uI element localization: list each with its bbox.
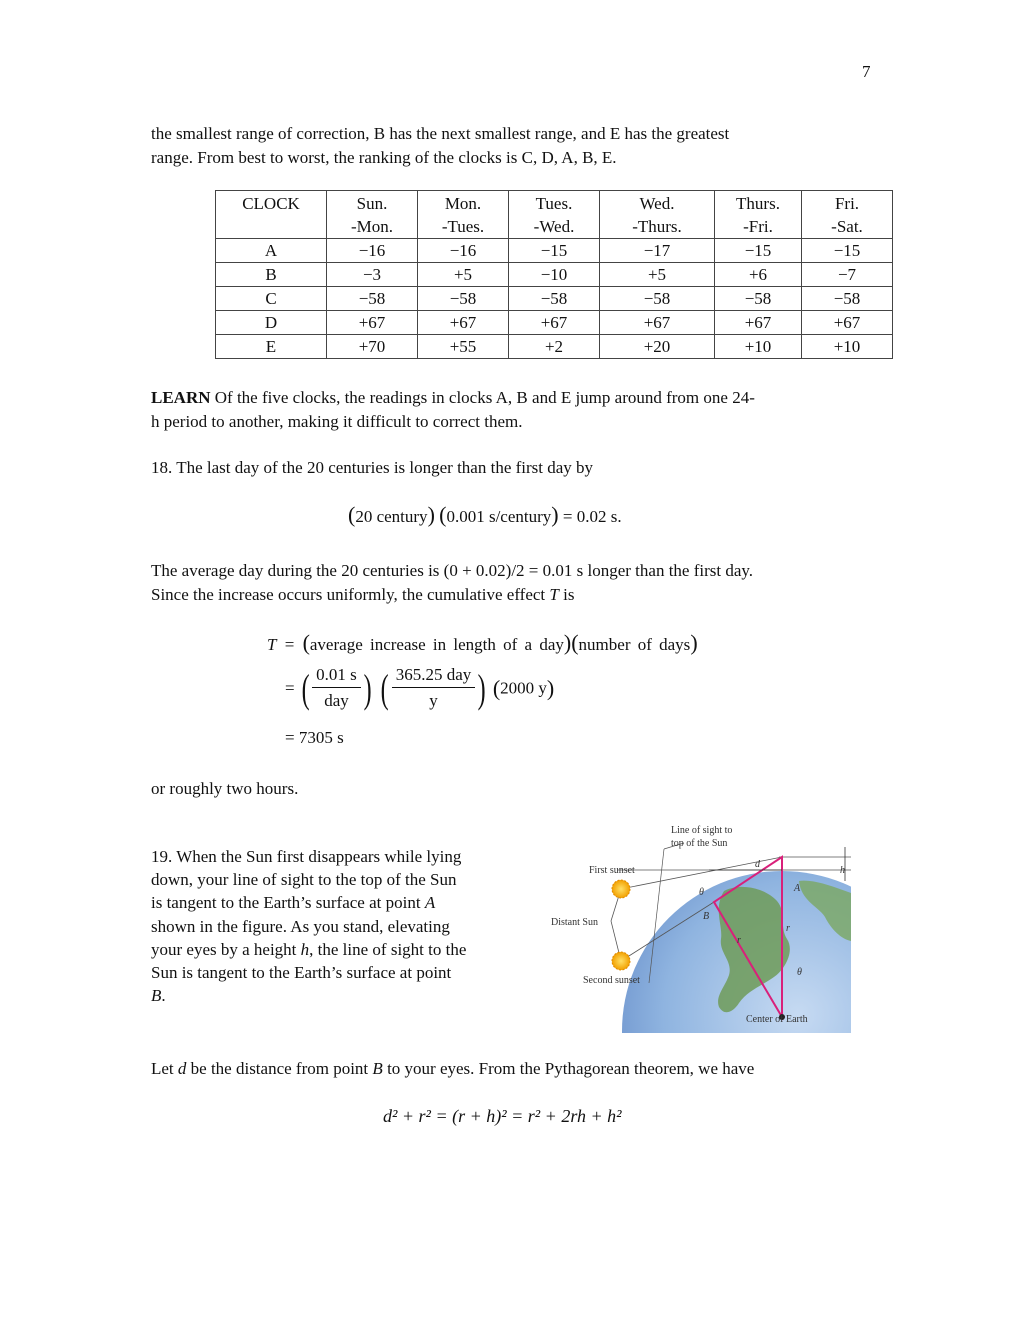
table-row (216, 335, 893, 359)
label-A: A (794, 883, 801, 894)
p19-line-5-b: , the line of sight to the (309, 939, 467, 959)
table-header-line: -Fri. (743, 217, 773, 236)
p19-line-3-text: is tangent to the Earth’s surface at point (151, 893, 425, 913)
intro-line-2: range. From best to worst, the ranking of the clocks is C, D, A, B, E. (151, 147, 617, 167)
table-header-cell (802, 191, 893, 239)
label-center-of-earth: Center of Earth (746, 1014, 808, 1025)
table-header-line: Fri. (834, 194, 860, 213)
table-cell: +10 (802, 335, 893, 359)
equation-T-line-2: = ( $\frac{0.01 s}{\text{day}}$ ) ( $\frac{\text{365.25 day}}{y}$ ) (2000 y) (285, 663, 554, 714)
table-header-cell (216, 191, 327, 239)
table-cell: +10 (715, 335, 802, 359)
table-header-line: Thurs. (736, 194, 780, 213)
p19-line-5-a: your eyes by a height (151, 939, 301, 959)
table-header-line: Wed. (639, 194, 675, 213)
table-header-line: Tues. (535, 194, 573, 213)
table-cell: −16 (418, 239, 509, 263)
table-header-line: CLOCK (242, 194, 300, 213)
intro-line-1: the smallest range of correction, B has the next smallest range, and E has the greatest (151, 124, 730, 143)
var-B: B (372, 1059, 383, 1078)
p19-line-5 (151, 938, 525, 961)
label-line-of-sight-2: top of the Sun (671, 838, 728, 849)
table-header-line: -Wed. (533, 217, 575, 236)
table-cell: +55 (418, 335, 509, 359)
table-row (216, 239, 893, 263)
p19-line-6: Sun is tangent to the Earth’s surface at point (151, 963, 452, 983)
eqT-lhs: T (267, 635, 277, 654)
table-cell: +2 (509, 335, 600, 359)
p19-line-2: down, your line of sight to the top of the Sun (151, 870, 457, 890)
label-theta-top: θ (699, 887, 704, 898)
table-cell: −15 (802, 239, 893, 263)
label-first-sunset: First sunset (589, 865, 635, 876)
learn-line-1: Of the five clocks, the readings in clocks A, B and E jump around from one 24- (210, 388, 755, 407)
let-d-paragraph (151, 1057, 873, 1081)
table-cell: −15 (715, 239, 802, 263)
eqT-equals: = (284, 635, 295, 654)
var-T: T (549, 584, 559, 604)
second-sunset-sun (612, 952, 630, 970)
table-cell: +67 (418, 311, 509, 335)
eqT-numerator-1: 0.01 s (312, 663, 361, 688)
var-d: d (177, 1059, 187, 1078)
equation-18: (20 century) (0.001 s/century) = 0.02 s. (348, 502, 622, 527)
p19-line-7 (151, 984, 525, 1007)
table-row (216, 263, 893, 287)
eq18-century: 20 century (355, 507, 428, 526)
label-h: h (840, 865, 845, 876)
label-d: d (755, 859, 760, 870)
table-header-line (224, 215, 318, 238)
eqT-denominator-1: day (324, 691, 349, 710)
table-cell: +67 (327, 311, 418, 335)
table-cell: +20 (600, 335, 715, 359)
eqT-fraction-2 (392, 663, 476, 714)
table-cell: +6 (715, 263, 802, 287)
first-sunset-sun (612, 880, 630, 898)
table-row (216, 311, 893, 335)
clock-label-cell: A (216, 239, 327, 263)
table-header-cell (509, 191, 600, 239)
label-theta-bottom: θ (797, 967, 802, 978)
table-header-line: -Thurs. (632, 217, 682, 236)
table-cell: −10 (509, 263, 600, 287)
table-cell: −58 (509, 287, 600, 311)
learn-paragraph (151, 386, 873, 433)
clock-label-cell: D (216, 311, 327, 335)
table-cell: −58 (715, 287, 802, 311)
label-line-of-sight-1: Line of sight to (671, 825, 733, 836)
table-cell: −3 (327, 263, 418, 287)
avg-line-2-pre: Since the increase occurs uniformly, the cumulative effect (151, 584, 550, 604)
point-A: A (424, 893, 436, 913)
table-header-line: -Sat. (831, 217, 863, 236)
eqT-factor-1: average increase in length of a day (309, 635, 564, 654)
p19-line-3 (151, 891, 525, 914)
table-cell: −7 (802, 263, 893, 287)
page-number: 7 (862, 62, 871, 81)
roughly-two-hours: or roughly two hours. (151, 779, 299, 798)
eqT-factor-2: number of days (578, 635, 691, 654)
sunset-figure (549, 821, 851, 1033)
table-header-line: Sun. (356, 194, 388, 213)
eqT-numerator-2: 365.25 day (392, 663, 476, 688)
let-b: be the distance from point (186, 1059, 373, 1078)
table-header-line: Mon. (444, 194, 482, 213)
table-header-line: -Tues. (441, 217, 485, 236)
table-cell: +67 (600, 311, 715, 335)
learn-label: LEARN (151, 388, 211, 407)
p19-line-7-dot: . (161, 986, 166, 1006)
eqT-equals-2: = (285, 678, 295, 698)
label-B: B (703, 911, 710, 922)
table-cell: +5 (600, 263, 715, 287)
intro-paragraph (151, 122, 873, 169)
table-header-row (216, 191, 893, 239)
label-second-sunset: Second sunset (583, 975, 640, 986)
clock-label-cell: B (216, 263, 327, 287)
table-row (216, 287, 893, 311)
let-c: to your eyes. From the Pythagorean theorem, we have (382, 1059, 755, 1078)
clock-label-cell: C (216, 287, 327, 311)
label-distant-sun: Distant Sun (551, 917, 598, 928)
table-header-cell (327, 191, 418, 239)
table-cell: −58 (600, 287, 715, 311)
table-header-line: -Mon. (350, 217, 394, 236)
pythagorean-equation: d² + r² = (r + h)² = r² + 2rh + h² (383, 1106, 622, 1126)
table-cell: +67 (802, 311, 893, 335)
table-cell: −58 (327, 287, 418, 311)
let-a: Let (151, 1059, 178, 1078)
table-header-cell (715, 191, 802, 239)
equation-T-line-1: T = (average increase in length of a day)(number of days) (267, 630, 698, 655)
p19-line-1: 19. When the Sun first disappears while lying (151, 847, 462, 866)
problem-19-paragraph (151, 845, 525, 1007)
label-r-right: r (786, 923, 790, 934)
avg-line-1: The average day during the 20 centuries is (0 + 0.02)/2 = 0.01 s longer than the first day. (151, 561, 754, 580)
problem-18-average (151, 559, 873, 606)
table-cell: +5 (418, 263, 509, 287)
table-cell: +67 (509, 311, 600, 335)
equation-T-result: = 7305 s (285, 728, 344, 747)
table-cell: −17 (600, 239, 715, 263)
var-h: h (300, 939, 310, 959)
table-cell: −58 (418, 287, 509, 311)
eq18-result: = 0.02 s. (562, 507, 622, 526)
table-cell: +67 (715, 311, 802, 335)
eq18-rate: 0.001 s/century (446, 507, 552, 526)
table-cell: +70 (327, 335, 418, 359)
table-header-cell (600, 191, 715, 239)
point-B: B (151, 986, 162, 1006)
eqT-fraction-1 (312, 663, 361, 714)
table-cell: −15 (509, 239, 600, 263)
table-header-cell (418, 191, 509, 239)
clock-table (215, 190, 893, 359)
avg-line-2-post: is (558, 584, 575, 604)
learn-line-2: h period to another, making it difficult to correct them. (151, 411, 523, 431)
p19-line-4: shown in the figure. As you stand, elevating (151, 916, 450, 936)
label-r-left: r (737, 935, 741, 946)
eqT-denominator-2: y (429, 691, 438, 710)
eqT-years: 2000 y (500, 678, 547, 698)
table-body (216, 239, 893, 359)
problem-18-intro: 18. The last day of the 20 centuries is longer than the first day by (151, 458, 594, 477)
table-cell: −58 (802, 287, 893, 311)
table-cell: −16 (327, 239, 418, 263)
clock-label-cell: E (216, 335, 327, 359)
